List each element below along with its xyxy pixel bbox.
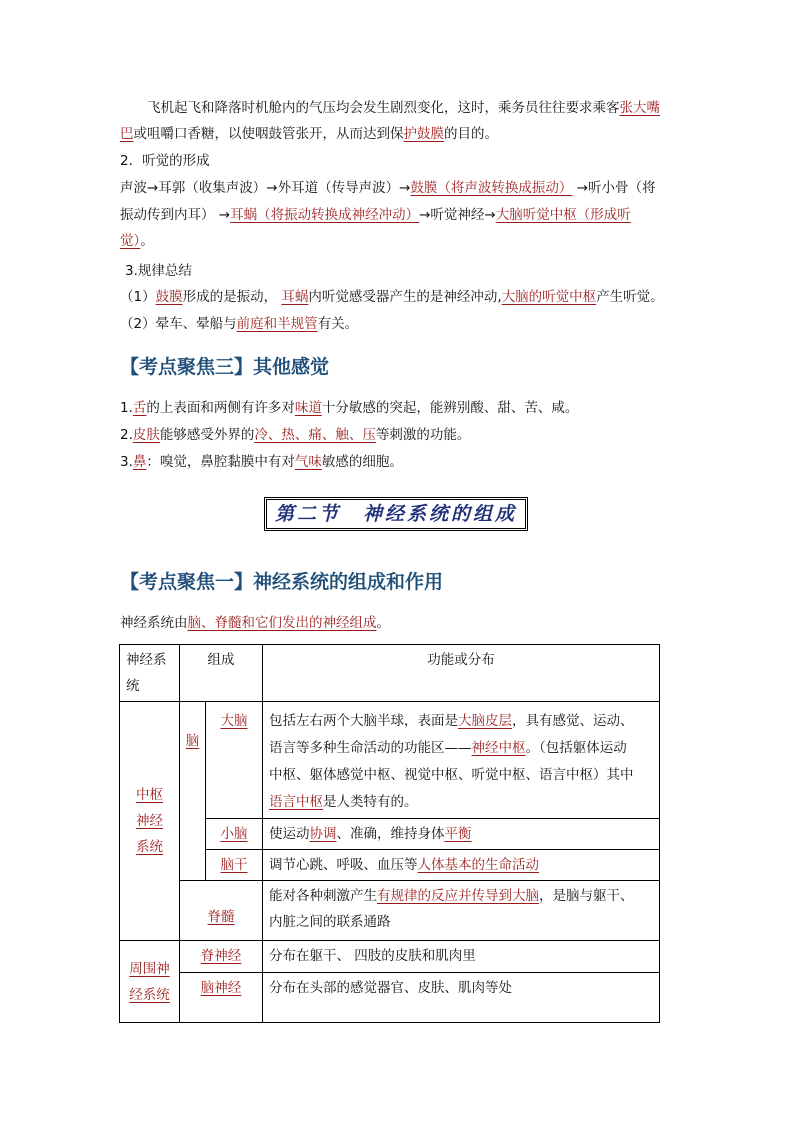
answer: 皮肤 bbox=[132, 427, 160, 443]
text: 使运动 bbox=[269, 826, 310, 842]
text: 敏感的细胞。 bbox=[321, 454, 403, 470]
text: 是人类特有的。 bbox=[323, 794, 418, 810]
answer: 大脑的听觉中枢 bbox=[501, 289, 597, 305]
text: 十分敏感的突起，能辨别酸、甜、苦、咸。 bbox=[321, 400, 579, 416]
text: ，具有感觉、运动、 bbox=[512, 713, 634, 729]
text: 3. bbox=[120, 454, 133, 470]
answer: 协调 bbox=[309, 826, 337, 842]
cerebrum-desc bbox=[263, 702, 660, 819]
text: →听觉神经→ bbox=[419, 207, 496, 223]
answer: 脑、脊髓和它们发出的神经组成 bbox=[187, 615, 377, 631]
cerebrum-cell bbox=[206, 702, 263, 819]
text: ，是脑与躯干、 bbox=[539, 888, 634, 904]
hearing-chain-line3 bbox=[120, 231, 154, 251]
answer: 气味 bbox=[294, 454, 322, 470]
nervous-system-heading: 【考点聚焦一】神经系统的组成和作用 bbox=[120, 571, 444, 593]
text: 产生听觉。 bbox=[596, 289, 664, 305]
answer: 鼓膜（将声波转换成振动） bbox=[410, 180, 573, 196]
nervous-system-table bbox=[119, 644, 660, 1023]
rule-summary-line2 bbox=[120, 314, 358, 334]
table-row bbox=[120, 881, 660, 941]
cerebellum-cell bbox=[206, 819, 263, 850]
table-row bbox=[120, 702, 660, 819]
nose-line bbox=[120, 452, 403, 472]
answer: 大脑听觉中枢（形成听 bbox=[495, 207, 631, 223]
answer: 味道 bbox=[294, 400, 322, 416]
header-system: 神经系 统 bbox=[120, 645, 180, 702]
pns-cell bbox=[120, 941, 180, 1023]
brain-cell bbox=[180, 702, 206, 881]
text: 包括左右两个大脑半球，表面是 bbox=[269, 713, 458, 729]
answer: 脑 bbox=[185, 733, 200, 749]
text: 的上表面和两侧有许多对 bbox=[146, 400, 295, 416]
text: ：嗅觉，鼻腔黏膜中有对 bbox=[146, 454, 295, 470]
text: 。（包括躯体运动 bbox=[525, 740, 627, 756]
text: 或咀嚼口香糖，以使咽鼓管张开，从而达到保 bbox=[133, 126, 404, 142]
text: 的目的。 bbox=[444, 126, 498, 142]
spinal-nerve-desc: 分布在躯干、 四肢的皮肤和肌肉里 bbox=[263, 941, 660, 973]
answer: 鼓膜 bbox=[155, 289, 183, 305]
table-row bbox=[120, 973, 660, 1023]
answer: 耳蜗 bbox=[281, 289, 309, 305]
answer: 神经中枢 bbox=[471, 740, 526, 756]
table-header-row bbox=[120, 645, 660, 702]
header-composition: 组成 bbox=[180, 645, 263, 702]
answer: 鼻 bbox=[132, 454, 147, 470]
text: 声波→耳郭（收集声波）→外耳道（传导声波）→ bbox=[120, 180, 411, 196]
airplane-paragraph-line1 bbox=[120, 98, 660, 118]
rule-summary-line1 bbox=[120, 287, 664, 307]
text: 内脏之间的联系通路 bbox=[269, 914, 391, 930]
text: 能够感受外界的 bbox=[159, 427, 255, 443]
text: 内听觉感受器产生的是神经冲动, bbox=[308, 289, 502, 305]
answer: 中枢 神经 系统 bbox=[136, 787, 163, 855]
brainstem-desc bbox=[263, 850, 660, 881]
table-row bbox=[120, 941, 660, 973]
answer: 平衡 bbox=[444, 826, 472, 842]
answer: 张大嘴 bbox=[619, 100, 660, 116]
answer: 冷、热、痛、触、压 bbox=[254, 427, 376, 443]
answer: 大脑皮层 bbox=[458, 713, 512, 729]
answer: 小脑 bbox=[220, 826, 248, 842]
text: 飞机起飞和降落时机舱内的气压均会发生剧烈变化，这时，乘务员往往要求乘客 bbox=[120, 100, 620, 116]
brainstem-cell bbox=[206, 850, 263, 881]
answer: 前庭和半规管 bbox=[236, 316, 318, 332]
cns-cell bbox=[120, 702, 180, 941]
other-senses-heading: 【考点聚焦三】其他感觉 bbox=[120, 356, 330, 378]
text: 。 bbox=[140, 233, 154, 249]
answer: 脊髓 bbox=[207, 908, 235, 925]
answer: 耳蜗（将振动转换成神经冲动） bbox=[230, 207, 420, 223]
text: 1. bbox=[120, 400, 133, 416]
answer: 脑干 bbox=[220, 857, 248, 873]
header-function: 功能或分布 bbox=[263, 645, 660, 702]
cerebellum-desc bbox=[263, 819, 660, 850]
text: 2. bbox=[120, 427, 133, 443]
answer: 觉） bbox=[120, 233, 141, 249]
spinal-cord-desc bbox=[263, 881, 660, 941]
text: 振动传到内耳） → bbox=[120, 207, 231, 223]
answer: 舌 bbox=[132, 400, 147, 416]
tongue-line bbox=[120, 398, 578, 418]
spinal-nerve-cell bbox=[180, 941, 263, 973]
spinal-cord-cell bbox=[180, 881, 263, 941]
nervous-system-intro bbox=[120, 613, 390, 633]
hearing-chain-line1 bbox=[120, 178, 656, 198]
text: 中枢、躯体感觉中枢、视觉中枢、听觉中枢、语言中枢）其中 bbox=[269, 767, 634, 783]
text: 有关。 bbox=[317, 316, 359, 332]
answer: 人体基本的生命活动 bbox=[417, 857, 539, 873]
text: 等刺激的功能。 bbox=[375, 427, 471, 443]
text: 神经系统由 bbox=[120, 615, 188, 631]
text: 、准确，维持身体 bbox=[336, 826, 445, 842]
text: （1） bbox=[120, 289, 156, 305]
hearing-chain-line2 bbox=[120, 205, 631, 225]
text: 调节心跳、呼吸、血压等 bbox=[269, 857, 418, 873]
airplane-paragraph-line2 bbox=[120, 124, 498, 144]
answer: 周围神 经系统 bbox=[129, 960, 170, 1003]
cranial-nerve-desc: 分布在头部的感觉器官、皮肤、肌肉等处 bbox=[263, 973, 660, 1023]
answer: 语言中枢 bbox=[269, 794, 323, 810]
answer: 大脑 bbox=[220, 713, 248, 729]
cranial-nerve-cell bbox=[180, 973, 263, 1023]
text: →听小骨（将 bbox=[572, 180, 656, 196]
text: 能对各种刺激产生 bbox=[269, 888, 377, 904]
answer: 护鼓膜 bbox=[403, 126, 444, 142]
answer: 有规律的反应并传导到大脑 bbox=[377, 888, 539, 904]
text: 。 bbox=[376, 615, 390, 631]
answer: 巴 bbox=[120, 126, 134, 142]
text: （2）晕车、晕船与 bbox=[120, 316, 237, 332]
hearing-formation-title: 2．听觉的形成 bbox=[120, 153, 210, 169]
answer: 脊神经 bbox=[200, 948, 242, 964]
text: 形成的是振动， bbox=[182, 289, 282, 305]
answer: 脑神经 bbox=[200, 980, 242, 996]
skin-line bbox=[120, 425, 470, 445]
text: 语言等多种生命活动的功能区—— bbox=[269, 740, 472, 756]
section-title-box: 第二节 神经系统的组成 bbox=[264, 497, 528, 531]
rule-summary-title: 3.规律总结 bbox=[125, 263, 192, 279]
